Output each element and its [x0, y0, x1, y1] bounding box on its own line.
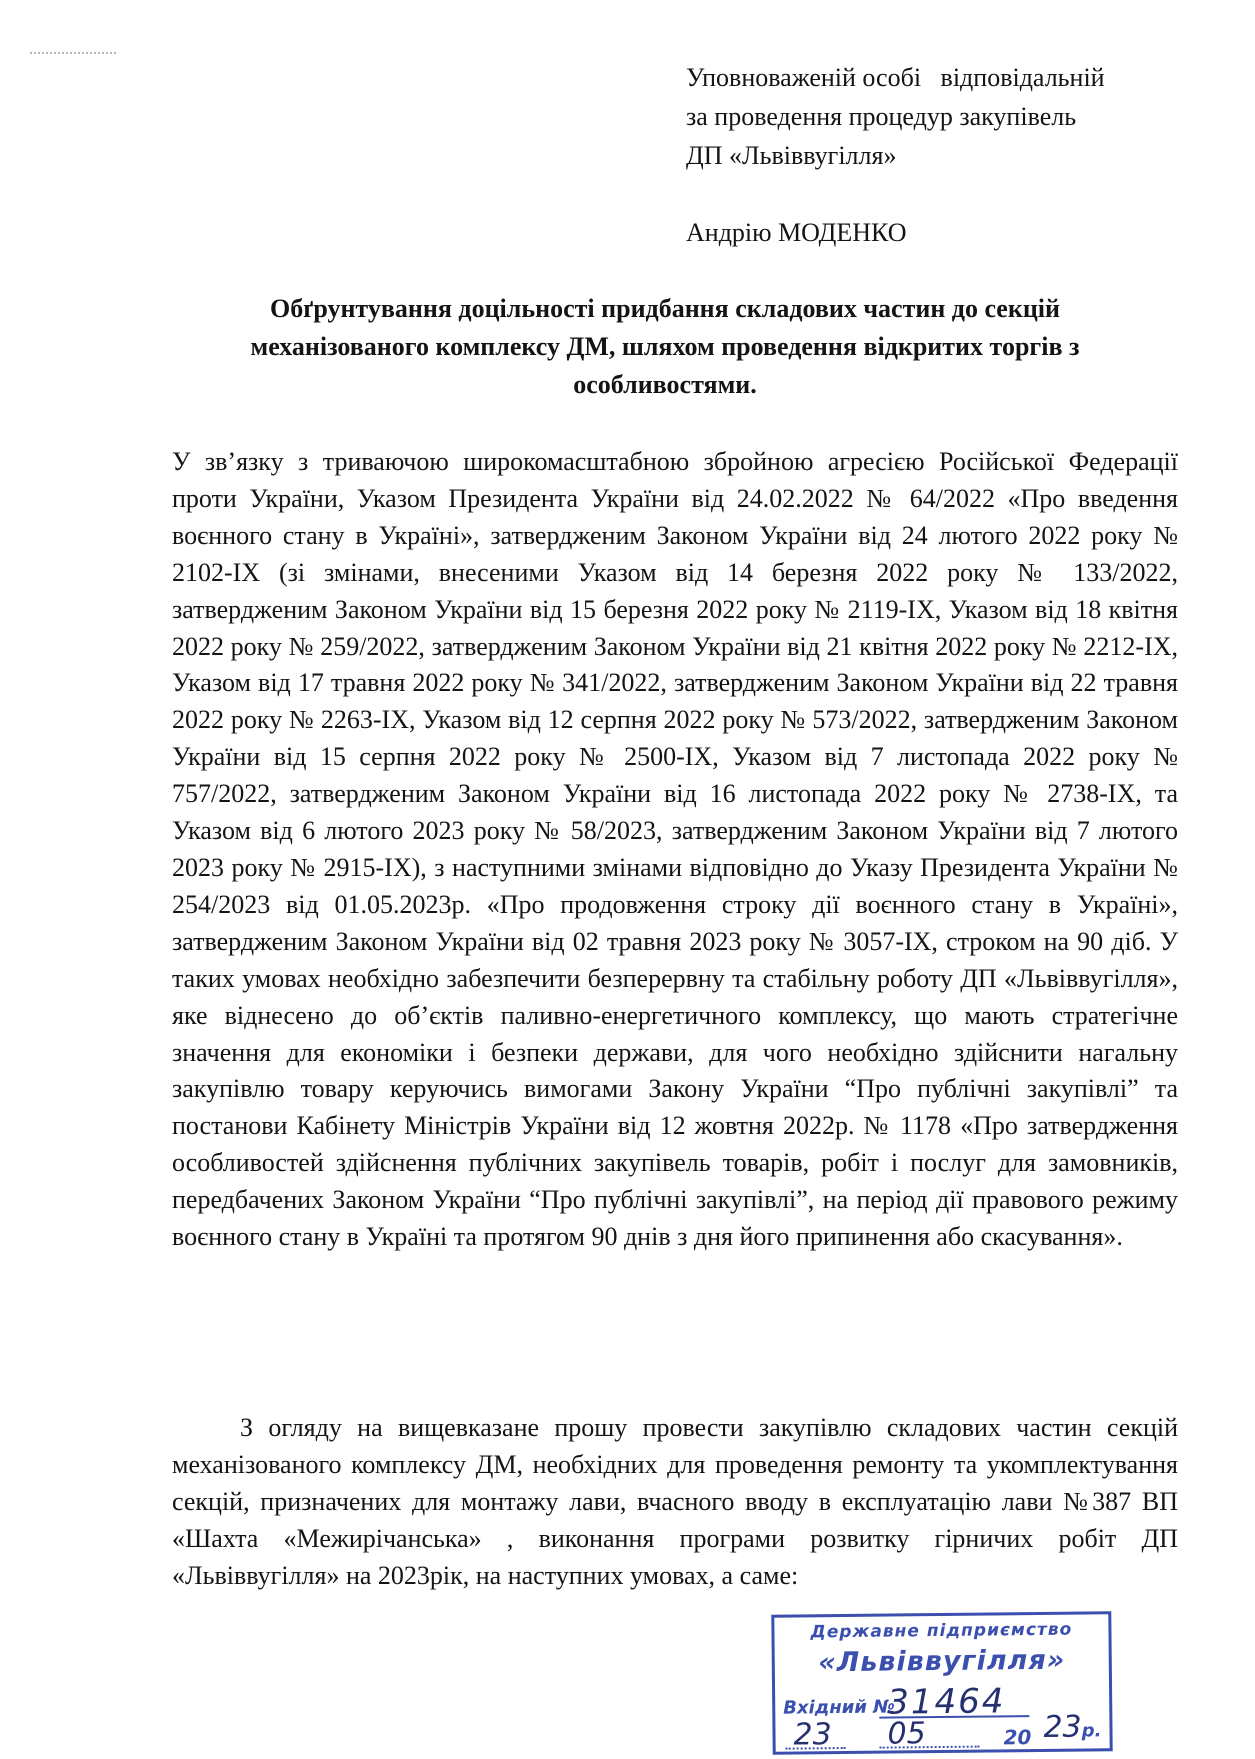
addressee-line: за проведення процедур закупівель — [686, 102, 1077, 131]
body-paragraph: У зв’язку з триваючою широкомасштабною збройною агресією Російської Федерації проти України, Указом Президента України від 24.02.2022 № 64/2022 «Про введення воєнного стану в Україні», затвердженим Законом України від 24 лютого 2022 року № 2102-IX (зі змінами, внесеними Указом від 14 березня 2022 року № 133/2022, затвердженим Законом України від 15 березня 2022 року № 2119-IX, Указом від 18 квітня 2022 року № 259/2022, затвердженим Законом України від 21 квітня 2022 року № 2212-IX, Указом від 17 травня 2022 року № 341/2022, затвердженим Законом України від 22 травня 2022 року № 2263-IX, Указом від 12 серпня 2022 року № 573/2022, затвердженим Законом України від 15 серпня 2022 року № 2500-IX, Указом від 7 листопада 2022 року № 757/2022, затвердженим Законом України від 16 листопада 2022 року № 2738-IX, та Указом від 6 лютого 2023 року № 58/2023, затвердженим Законом України від 7 лютого 2023 року № 2915-IX), з наступними змінами відповідно до Указу Президента України № 254/2023 від 01.05.2023р. «Про продовження строку дії воєнного стану в Україні», затвердженим Законом України від 02 травня 2023 року № 3057-IX, строком на 90 діб. У таких умовах необхідно забезпечити безперервну та стабільну роботу ДП «Львіввугілля», яке віднесено до об’єктів паливно-енергетичного комплексу, що мають стратегічне значення для економіки і безпеки держави, для чого необхідно здійснити нагальну закупівлю товару керуючись вимогами Закону України “Про публічні закупівлі” та постанови Кабінету Міністрів України від 12 жовтня 2022р. № 1178 «Про затвердження особливостей здійснення публічних закупівель товарів, робіт і послуг для замовників, передбачених Законом України “Про публічні закупівлі”, на період дії правового режиму воєнного стану в Україні та протягом 90 днів з дня його припинення або скасування». — [172, 447, 1178, 1252]
addressee-name: Андрію МОДЕНКО — [686, 218, 907, 247]
body-paragraph: З огляду на вищевказане прошу провести закупівлю складових частин секцій механізованого комплексу ДМ, необхідних для проведення ремонту та укомплектування секцій, призначених для монтажу лави, вчасного вводу в експлуатацію лави №387 ВП «Шахта «Межирічанська» , виконання програми розвитку гірничих робіт ДП «Львіввугілля» на 2023рік, на наступних умовах, а саме: — [172, 1413, 1178, 1590]
title-line: механізованого комплексу ДМ, шляхом проведення відкритих торгів з — [250, 332, 1080, 361]
addressee-block — [686, 58, 1105, 175]
stamp-org-name: «Львіввугілля» — [818, 1644, 1066, 1679]
addressee-line: Уповноваженій особі відповідальній — [686, 63, 1105, 92]
stamp-month: 05 — [887, 1716, 926, 1752]
addressee-line: ДП «Львіввугілля» — [686, 141, 897, 170]
title-line: Обґрунтування доцільності придбання складових частин до секцій — [269, 294, 1061, 323]
stamp-org-line: Державне підприємство — [810, 1619, 1073, 1643]
stamp-year-digits: 23 — [1043, 1709, 1082, 1745]
stamp-year-handwritten — [1043, 1709, 1101, 1745]
stamp-incoming-label: Вхідний № — [783, 1696, 895, 1719]
document-title — [150, 290, 1180, 404]
incoming-registration-stamp — [771, 1611, 1112, 1755]
stamp-year-suffix: р. — [1081, 1720, 1102, 1742]
scan-artifact — [30, 52, 116, 58]
stamp-incoming-number: 31464 — [886, 1681, 1006, 1723]
title-line: особливостями. — [573, 370, 757, 399]
stamp-year-prefix: 20 — [1003, 1725, 1032, 1750]
stamp-day: 23 — [793, 1717, 832, 1753]
